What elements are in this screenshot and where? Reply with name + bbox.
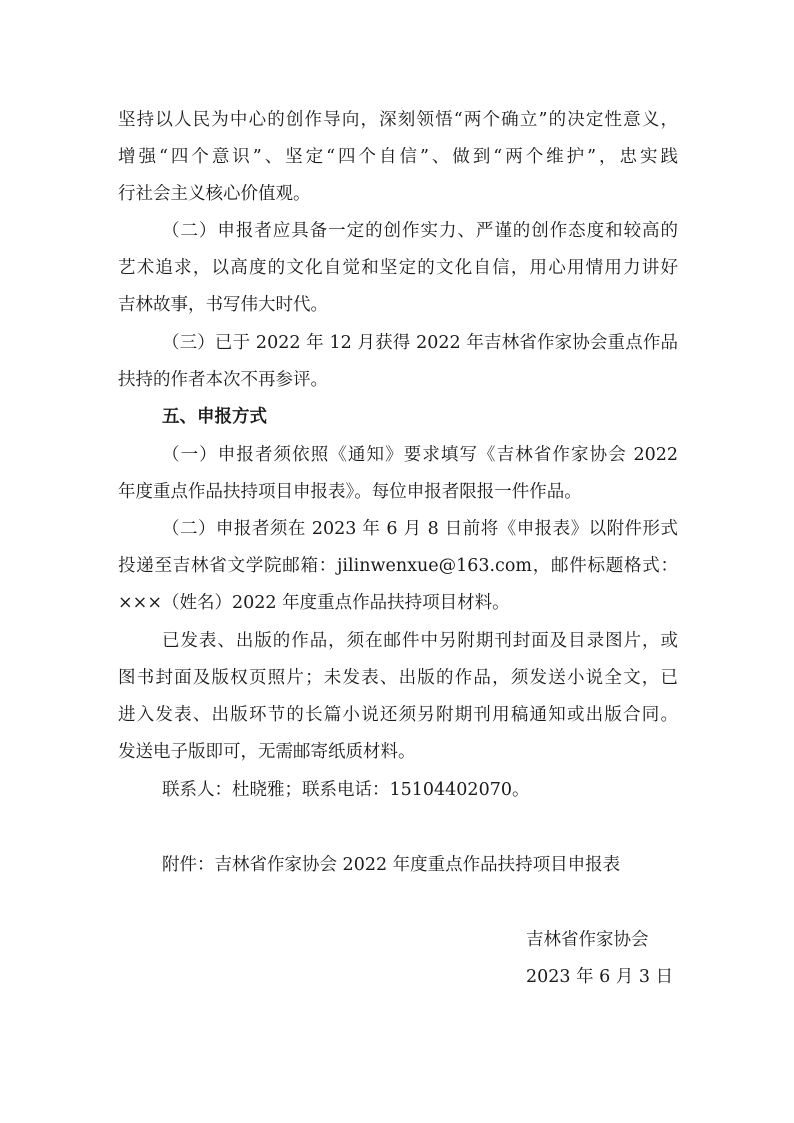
signature-org: 吉林省作家协会 xyxy=(526,930,649,950)
paragraph-line: 行社会主义核心价值观。 xyxy=(118,184,311,204)
attachment-note: 附件：吉林省作家协会 2022 年度重点作品扶持项目申报表 xyxy=(162,855,621,875)
paragraph-line: 进入发表、出版环节的长篇小说还须另附期刊用稿通知或出版合同。 xyxy=(118,705,678,725)
paragraph-line: 已发表、出版的作品，须在邮件中另附期刊封面及目录图片，或 xyxy=(162,631,678,651)
section-heading: 五、申报方式 xyxy=(162,407,267,427)
paragraph-line: 年度重点作品扶持项目申报表》。每位申报者限报一件作品。 xyxy=(118,482,582,502)
paragraph-line: （三）已于 2022 年 12 月获得 2022 年吉林省作家协会重点作品 xyxy=(162,333,678,353)
paragraph-line: 扶持的作者本次不再参评。 xyxy=(118,370,328,390)
signature-date: 2023 年 6 月 3 日 xyxy=(526,967,674,987)
contact-info: 联系人：杜晓雅；联系电话：15104402070。 xyxy=(162,780,530,800)
paragraph-line: 投递至吉林省文学院邮箱：jilinwenxue@163.com，邮件标题格式： xyxy=(118,556,678,576)
paragraph-line: ×××（姓名）2022 年度重点作品扶持项目材料。 xyxy=(118,593,510,613)
paragraph-line: （二）申报者须在 2023 年 6 月 8 日前将《申报表》以附件形式 xyxy=(162,519,678,539)
paragraph-line: 坚持以人民为中心的创作导向，深刻领悟“两个确立”的决定性意义， xyxy=(118,110,678,130)
paragraph-line: （一）申报者须依照《通知》要求填写《吉林省作家协会 2022 xyxy=(162,445,678,465)
paragraph-line: 图书封面及版权页照片；未发表、出版的作品，须发送小说全文，已 xyxy=(118,668,678,688)
paragraph-line: 吉林故事，书写伟大时代。 xyxy=(118,295,328,315)
paragraph-line: （二）申报者应具备一定的创作实力、严谨的创作态度和较高的 xyxy=(162,221,678,241)
paragraph-line: 发送电子版即可，无需邮寄纸质材料。 xyxy=(118,742,416,762)
paragraph-line: 增强“四个意识”、坚定“四个自信”、做到“两个维护”，忠实践 xyxy=(118,147,678,167)
paragraph-line: 艺术追求，以高度的文化自觉和坚定的文化自信，用心用情用力讲好 xyxy=(118,258,678,278)
